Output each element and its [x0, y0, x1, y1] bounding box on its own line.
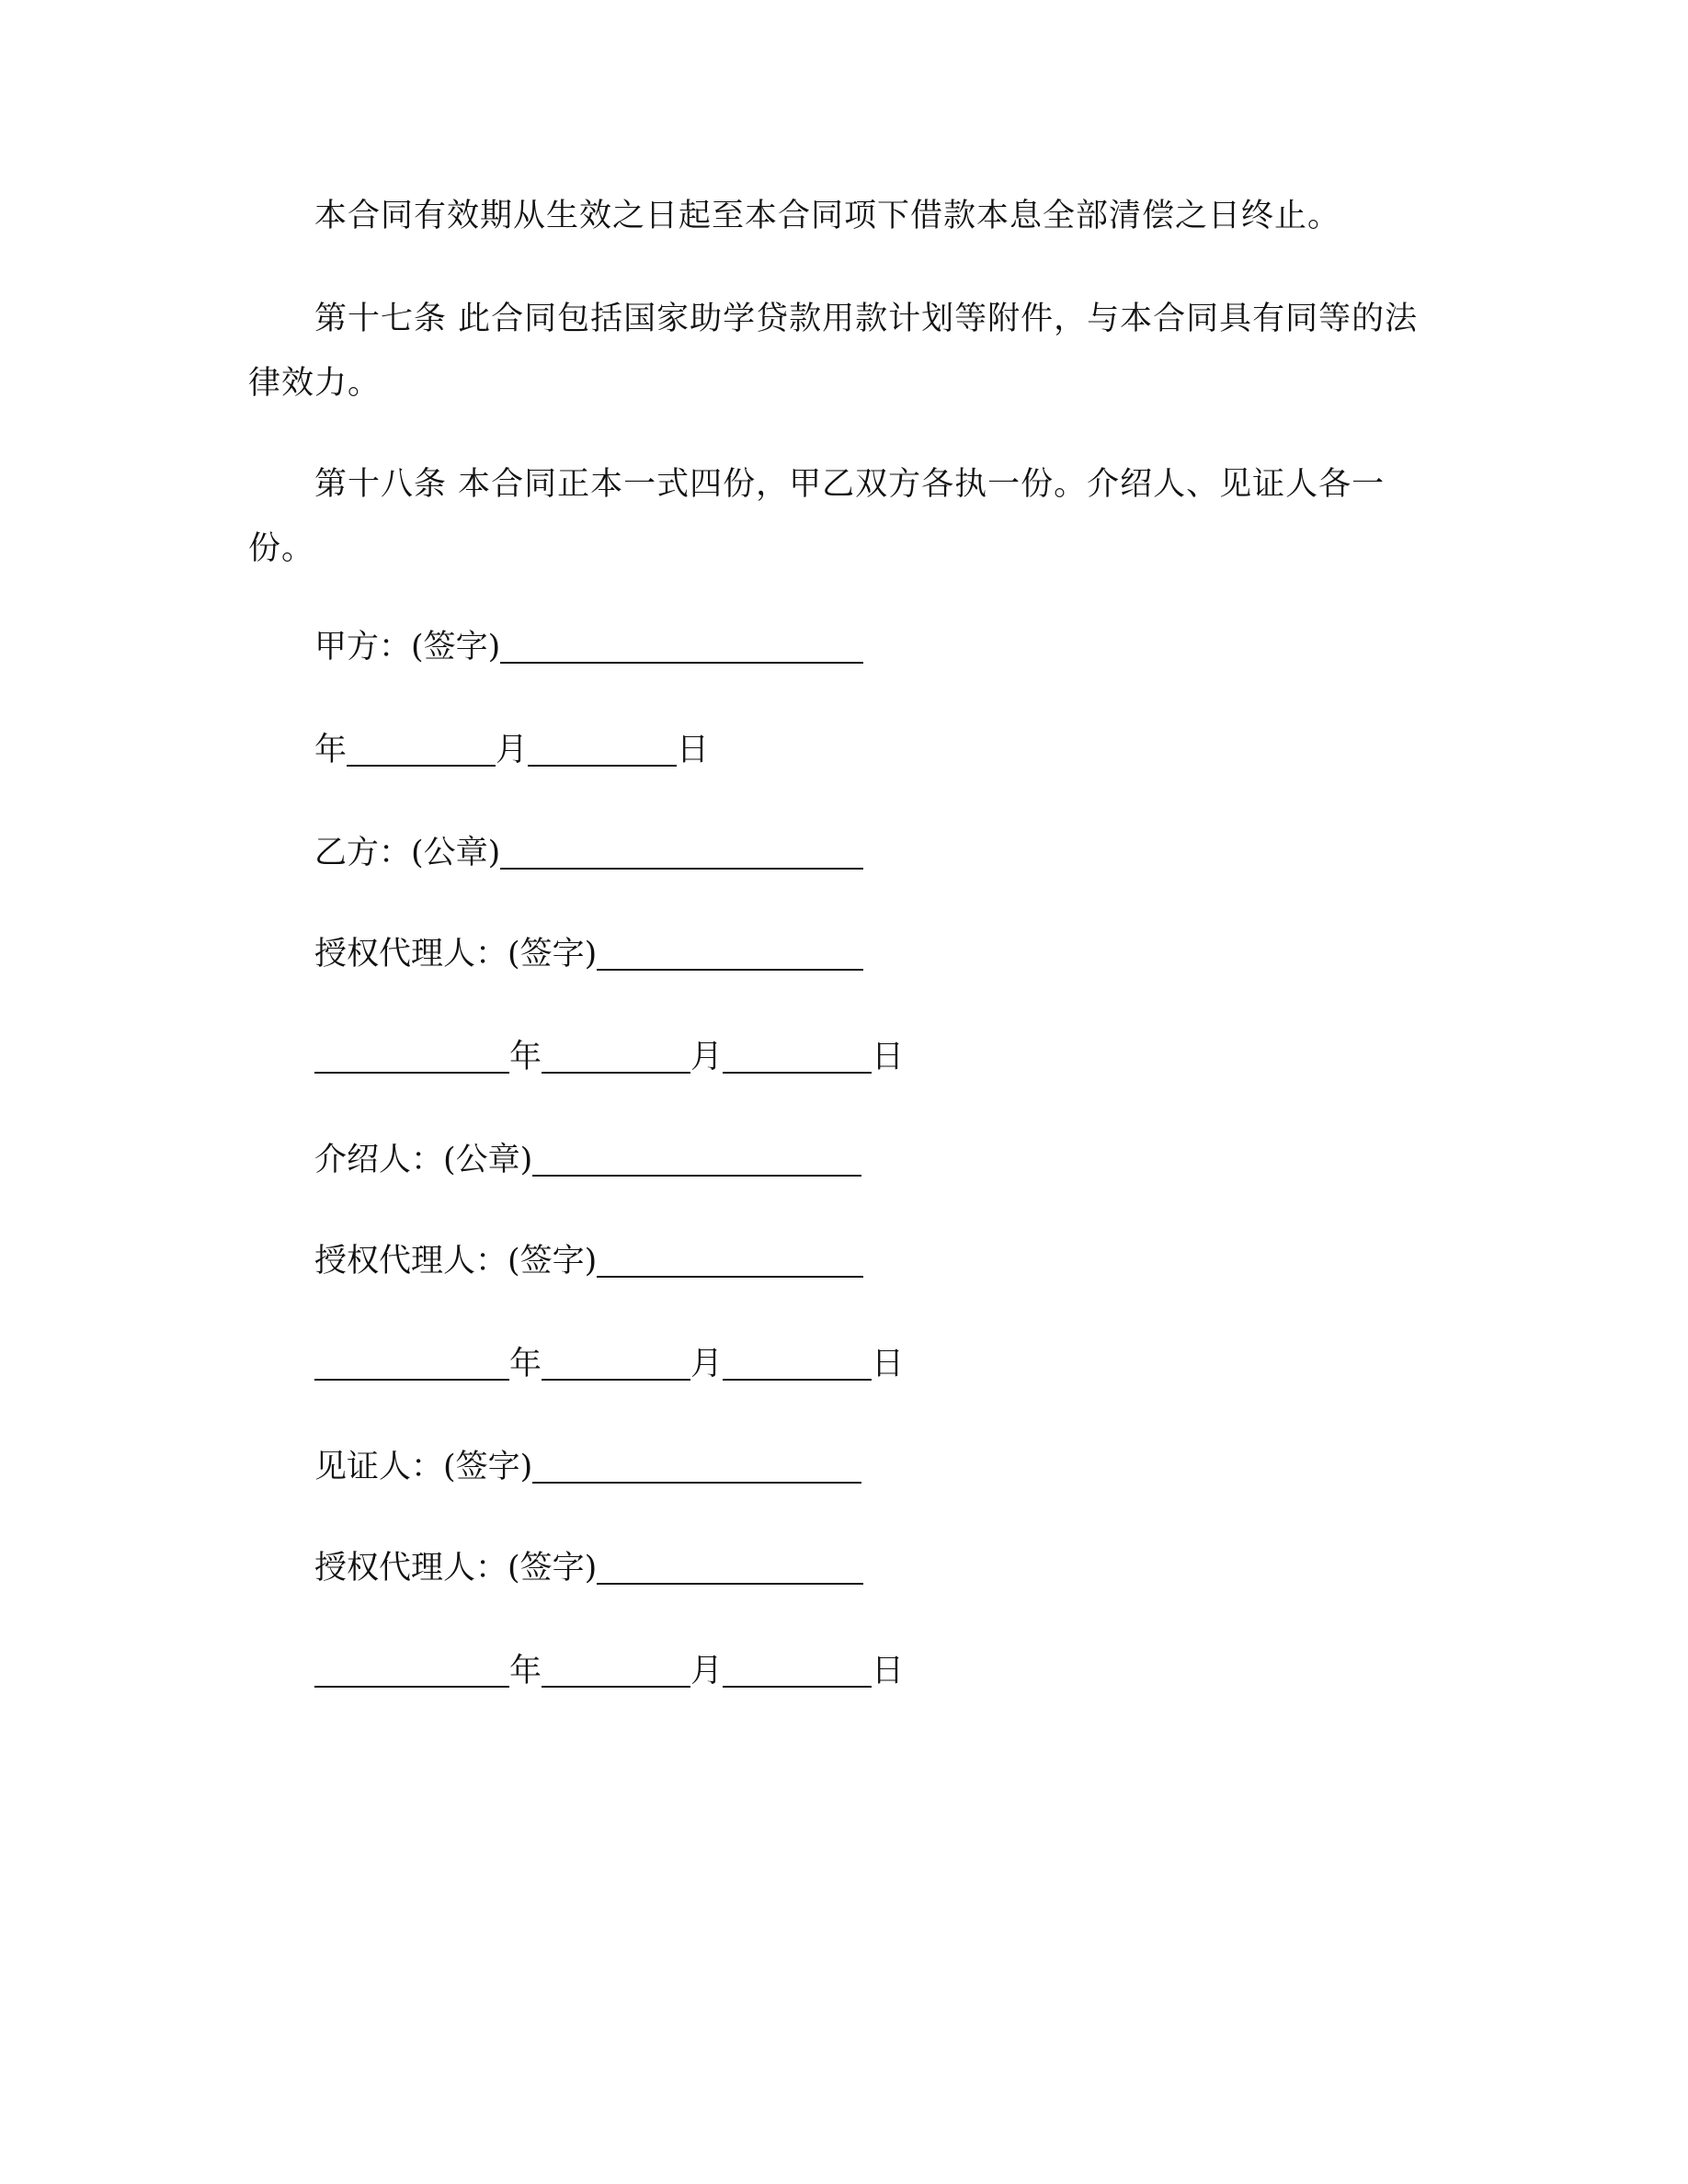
witness-date-line	[314, 1649, 904, 1693]
party-b-day-label: 日	[872, 1039, 905, 1075]
introducer-seal-field[interactable]	[532, 1143, 861, 1177]
introducer-date-line	[314, 1342, 904, 1386]
article-17-text: 第十七条 此合同包括国家助学贷款用款计划等附件，与本合同具有同等的法律效力。	[248, 301, 1419, 402]
witness-signature-line	[314, 1445, 861, 1489]
witness-day-label: 日	[872, 1653, 905, 1689]
party-a-month-field[interactable]	[347, 734, 496, 767]
witness-agent-line	[314, 1546, 863, 1590]
witness-year-label: 年	[509, 1653, 542, 1689]
party-a-month-label: 月	[496, 732, 529, 768]
witness-month-label: 月	[690, 1653, 724, 1689]
party-b-month-field[interactable]	[542, 1041, 690, 1074]
party-a-label: 甲方：(签字)	[314, 629, 501, 665]
introducer-month-label: 月	[690, 1346, 724, 1382]
validity-paragraph	[248, 184, 1425, 248]
article-18-paragraph	[248, 452, 1425, 581]
introducer-day-field[interactable]	[723, 1348, 872, 1381]
party-b-seal-line	[314, 831, 863, 875]
introducer-label: 介绍人：(公章)	[314, 1142, 533, 1178]
party-b-day-field[interactable]	[723, 1041, 872, 1074]
party-b-agent-line	[314, 932, 863, 976]
party-a-date-line	[314, 728, 709, 772]
introducer-seal-line	[314, 1138, 861, 1182]
party-b-year-field[interactable]	[314, 1041, 509, 1074]
party-b-agent-label: 授权代理人：(签字)	[314, 936, 598, 973]
introducer-month-field[interactable]	[542, 1348, 690, 1381]
party-a-day-label: 日	[677, 732, 710, 768]
party-b-label: 乙方：(公章)	[314, 835, 501, 871]
witness-month-field[interactable]	[542, 1655, 690, 1688]
introducer-agent-line	[314, 1239, 863, 1283]
party-b-seal-field[interactable]	[500, 836, 863, 870]
witness-agent-label: 授权代理人：(签字)	[314, 1550, 598, 1587]
party-b-month-label: 月	[690, 1039, 724, 1075]
witness-year-field[interactable]	[314, 1655, 509, 1688]
party-b-year-label: 年	[509, 1039, 542, 1075]
party-b-date-line	[314, 1035, 904, 1079]
introducer-year-field[interactable]	[314, 1348, 509, 1381]
party-a-signature-field[interactable]	[500, 631, 863, 664]
party-b-agent-signature-field[interactable]	[597, 938, 863, 971]
witness-label: 见证人：(签字)	[314, 1449, 533, 1485]
witness-agent-signature-field[interactable]	[597, 1552, 863, 1585]
witness-signature-field[interactable]	[532, 1450, 861, 1484]
party-a-year-label: 年	[314, 732, 348, 768]
article-17-paragraph	[248, 287, 1425, 415]
introducer-day-label: 日	[872, 1346, 905, 1382]
party-a-signature-line	[314, 625, 863, 669]
validity-text: 本合同有效期从生效之日起至本合同项下借款本息全部清偿之日终止。	[314, 198, 1341, 234]
introducer-agent-label: 授权代理人：(签字)	[314, 1243, 598, 1280]
introducer-year-label: 年	[509, 1346, 542, 1382]
witness-day-field[interactable]	[723, 1655, 872, 1688]
article-18-text: 第十八条 本合同正本一式四份，甲乙双方各执一份。介绍人、见证人各一份。	[248, 466, 1386, 567]
introducer-agent-signature-field[interactable]	[597, 1245, 863, 1278]
party-a-day-field[interactable]	[528, 734, 677, 767]
